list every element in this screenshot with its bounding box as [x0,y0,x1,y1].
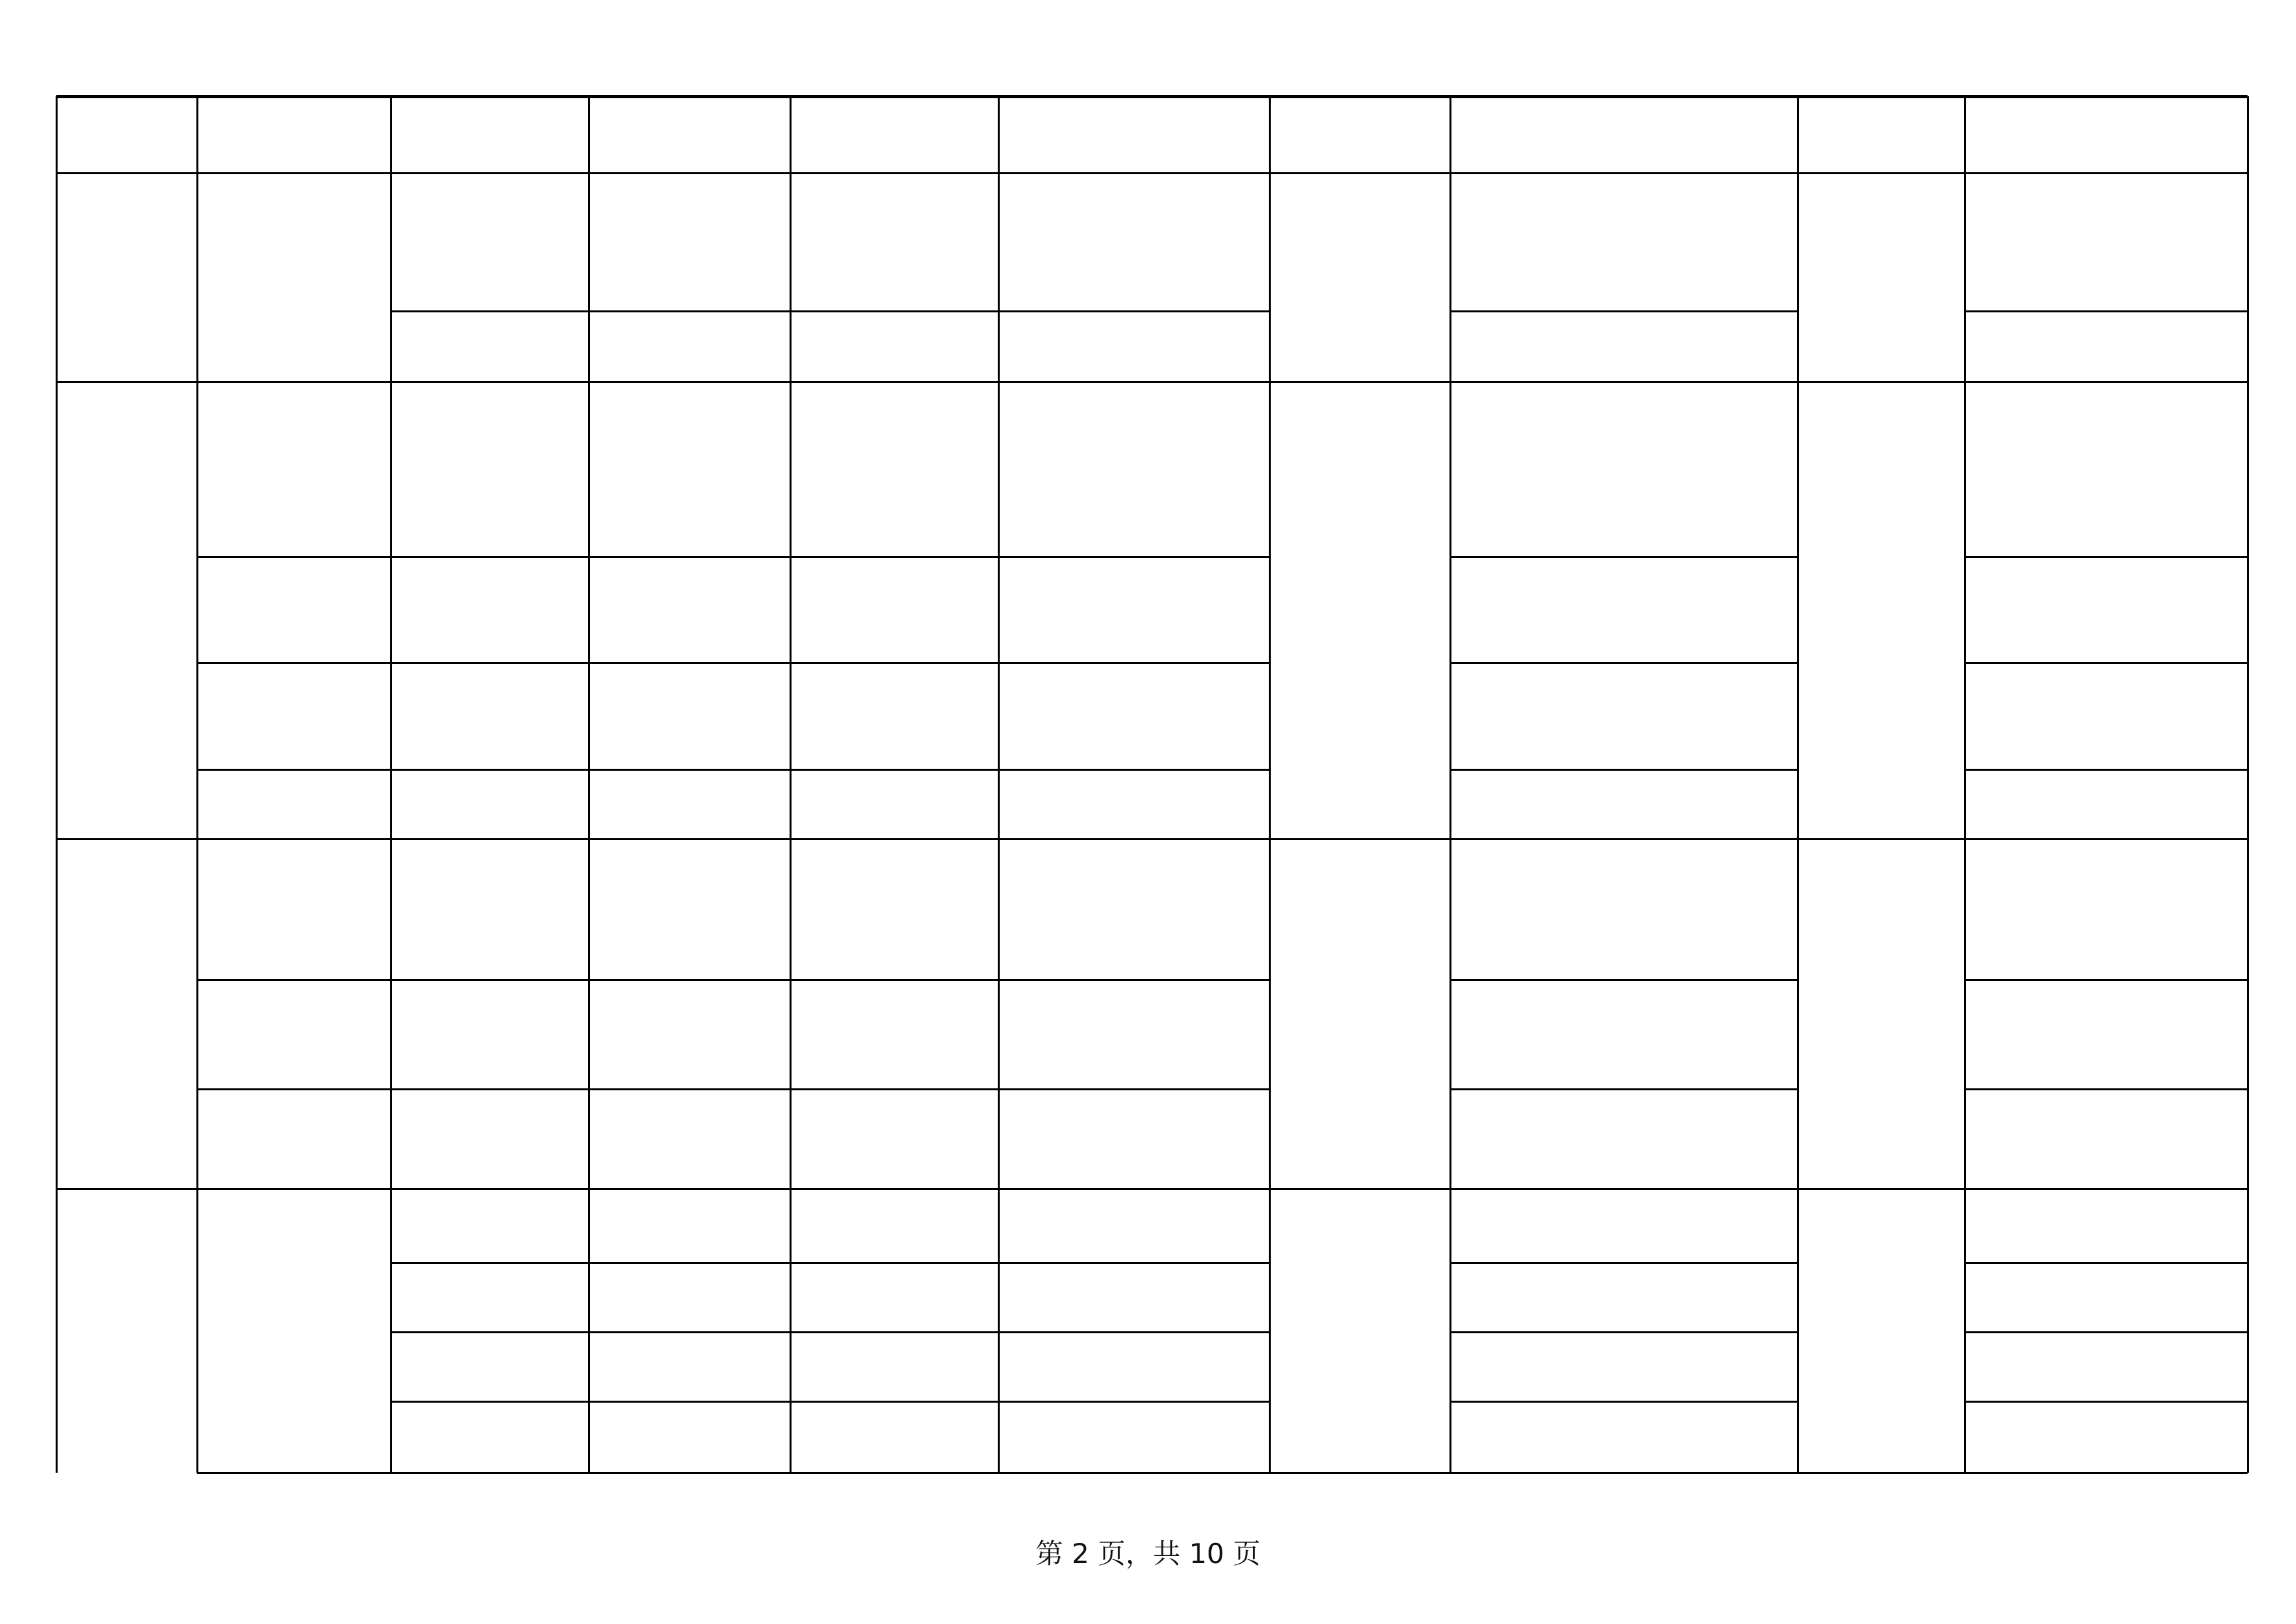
specialty-cell [197,769,391,839]
column-rule [196,96,198,1473]
table-rule [1450,1401,1798,1403]
page-footer: 第 2 页，共 10 页 [1035,1538,1261,1570]
column-rule [790,96,792,1473]
table-right-border [2247,96,2249,1473]
website-cell [589,1089,790,1189]
site-name-cell [391,557,589,663]
block-rule [56,1188,2248,1190]
site-name-cell [391,311,589,382]
phone-cell [790,557,998,663]
origin-cell [998,382,1269,557]
website-cell [589,1189,790,1263]
header-cell [1269,96,1450,173]
report-address-cell [1450,769,1798,839]
column-rule [390,96,392,1473]
table-rule [197,556,1269,558]
origin-cell [998,311,1269,382]
phone-cell [790,173,998,311]
exam-address-cell [1965,980,2248,1089]
report-address-cell [1450,382,1798,557]
column-rule [1449,96,1451,1473]
exam-address-cell [1965,1332,2248,1401]
specialty-cell [197,1189,391,1473]
header-cell [1965,96,2248,173]
table-rule [197,662,1269,664]
column-rule [1964,96,1966,1473]
table-rule [1450,1331,1798,1333]
website-cell [589,839,790,980]
exam-address-cell [1965,839,2248,980]
column-rule [998,96,1000,1473]
table-rule [1450,1088,1798,1090]
exam-address-cell [1965,173,2248,311]
header-cell [197,96,391,173]
origin-cell [998,1089,1269,1189]
phone-cell [790,663,998,769]
table-rule [197,1088,1269,1090]
exam-address-cell [1965,382,2248,557]
exam-address-cell [1965,1263,2248,1332]
table-rule [1965,979,2248,981]
report-time-cell [1269,839,1450,1189]
website-cell [589,382,790,557]
website-cell [589,173,790,311]
site-name-cell [391,663,589,769]
website-cell [589,311,790,382]
table-rule [1450,979,1798,981]
block-rule [56,838,2248,840]
table-rule [391,1262,1269,1264]
report-address-cell [1450,839,1798,980]
exam-address-cell [1965,1401,2248,1473]
phone-cell [790,1263,998,1332]
origin-cell [998,663,1269,769]
table-rule [391,1401,1269,1403]
site-name-cell [391,839,589,980]
table-bottom-rule [197,1472,2248,1474]
site-name-cell [391,1089,589,1189]
column-rule [588,96,590,1473]
table-rule [391,310,1269,312]
phone-cell [790,839,998,980]
report-address-cell [1450,1189,1798,1263]
table-rule [1965,1331,2248,1333]
header-cell [1798,96,1965,173]
site-name-cell [391,173,589,311]
origin-cell [998,1189,1269,1263]
site-name-cell [391,1263,589,1332]
table-rule [1450,556,1798,558]
phone-cell [790,1189,998,1263]
report-address-cell [1450,663,1798,769]
report-address-cell [1450,1401,1798,1473]
website-cell [589,1263,790,1332]
report-address-cell [1450,311,1798,382]
header-rule [56,172,2248,174]
report-address-cell [1450,557,1798,663]
website-cell [589,1332,790,1401]
column-rule [1797,96,1799,1473]
specialty-cell [197,839,391,980]
site-name-cell [391,382,589,557]
exam-address-cell [1965,557,2248,663]
report-address-cell [1450,980,1798,1089]
exam-time-cell [1798,382,1965,839]
exam-address-cell [1965,311,2248,382]
report-address-cell [1450,1263,1798,1332]
subject-cell [56,1189,197,1473]
phone-cell [790,382,998,557]
phone-cell [790,769,998,839]
table-rule [1450,769,1798,771]
origin-cell [998,839,1269,980]
specialty-cell [197,557,391,663]
phone-cell [790,980,998,1089]
site-name-cell [391,1401,589,1473]
table-rule [1965,310,2248,312]
phone-cell [790,1089,998,1189]
website-cell [589,1401,790,1473]
table-left-border [56,96,58,1473]
table-rule [1965,1088,2248,1090]
report-address-cell [1450,173,1798,311]
phone-cell [790,311,998,382]
exam-address-cell [1965,1189,2248,1263]
table-rule [197,979,1269,981]
origin-cell [998,980,1269,1089]
table-rule [197,769,1269,771]
table-rule [1965,769,2248,771]
report-address-cell [1450,1089,1798,1189]
header-cell [589,96,790,173]
report-time-cell [1269,382,1450,839]
exam-address-cell [1965,769,2248,839]
column-rule [1269,96,1271,1473]
website-cell [589,557,790,663]
header-cell [56,96,197,173]
report-time-cell [1269,1189,1450,1473]
subject-cell [56,839,197,1189]
header-cell [790,96,998,173]
exam-time-cell [1798,1189,1965,1473]
table-rule [1450,1262,1798,1264]
website-cell [589,663,790,769]
specialty-cell [197,1089,391,1189]
origin-cell [998,557,1269,663]
origin-cell [998,1263,1269,1332]
specialty-cell [197,382,391,557]
table-top-border [56,95,2248,98]
header-cell [391,96,589,173]
site-name-cell [391,980,589,1089]
exam-address-cell [1965,663,2248,769]
block-rule [56,381,2248,383]
table-rule [1965,1401,2248,1403]
origin-cell [998,1332,1269,1401]
site-name-cell [391,1332,589,1401]
origin-cell [998,1401,1269,1473]
origin-cell [998,769,1269,839]
exam-address-cell [1965,1089,2248,1189]
table-rule [391,1331,1269,1333]
table-rule [1450,662,1798,664]
table-rule [1965,1262,2248,1264]
specialty-cell [197,663,391,769]
table-rule [1965,556,2248,558]
specialty-cell [197,980,391,1089]
site-name-cell [391,1189,589,1263]
website-cell [589,980,790,1089]
phone-cell [790,1401,998,1473]
table-rule [1450,310,1798,312]
phone-cell [790,1332,998,1401]
website-cell [589,769,790,839]
header-cell [998,96,1269,173]
site-name-cell [391,769,589,839]
table-rule [1965,662,2248,664]
report-address-cell [1450,1332,1798,1401]
origin-cell [998,173,1269,311]
header-cell [1450,96,1798,173]
subject-cell [56,382,197,839]
exam-time-cell [1798,839,1965,1189]
